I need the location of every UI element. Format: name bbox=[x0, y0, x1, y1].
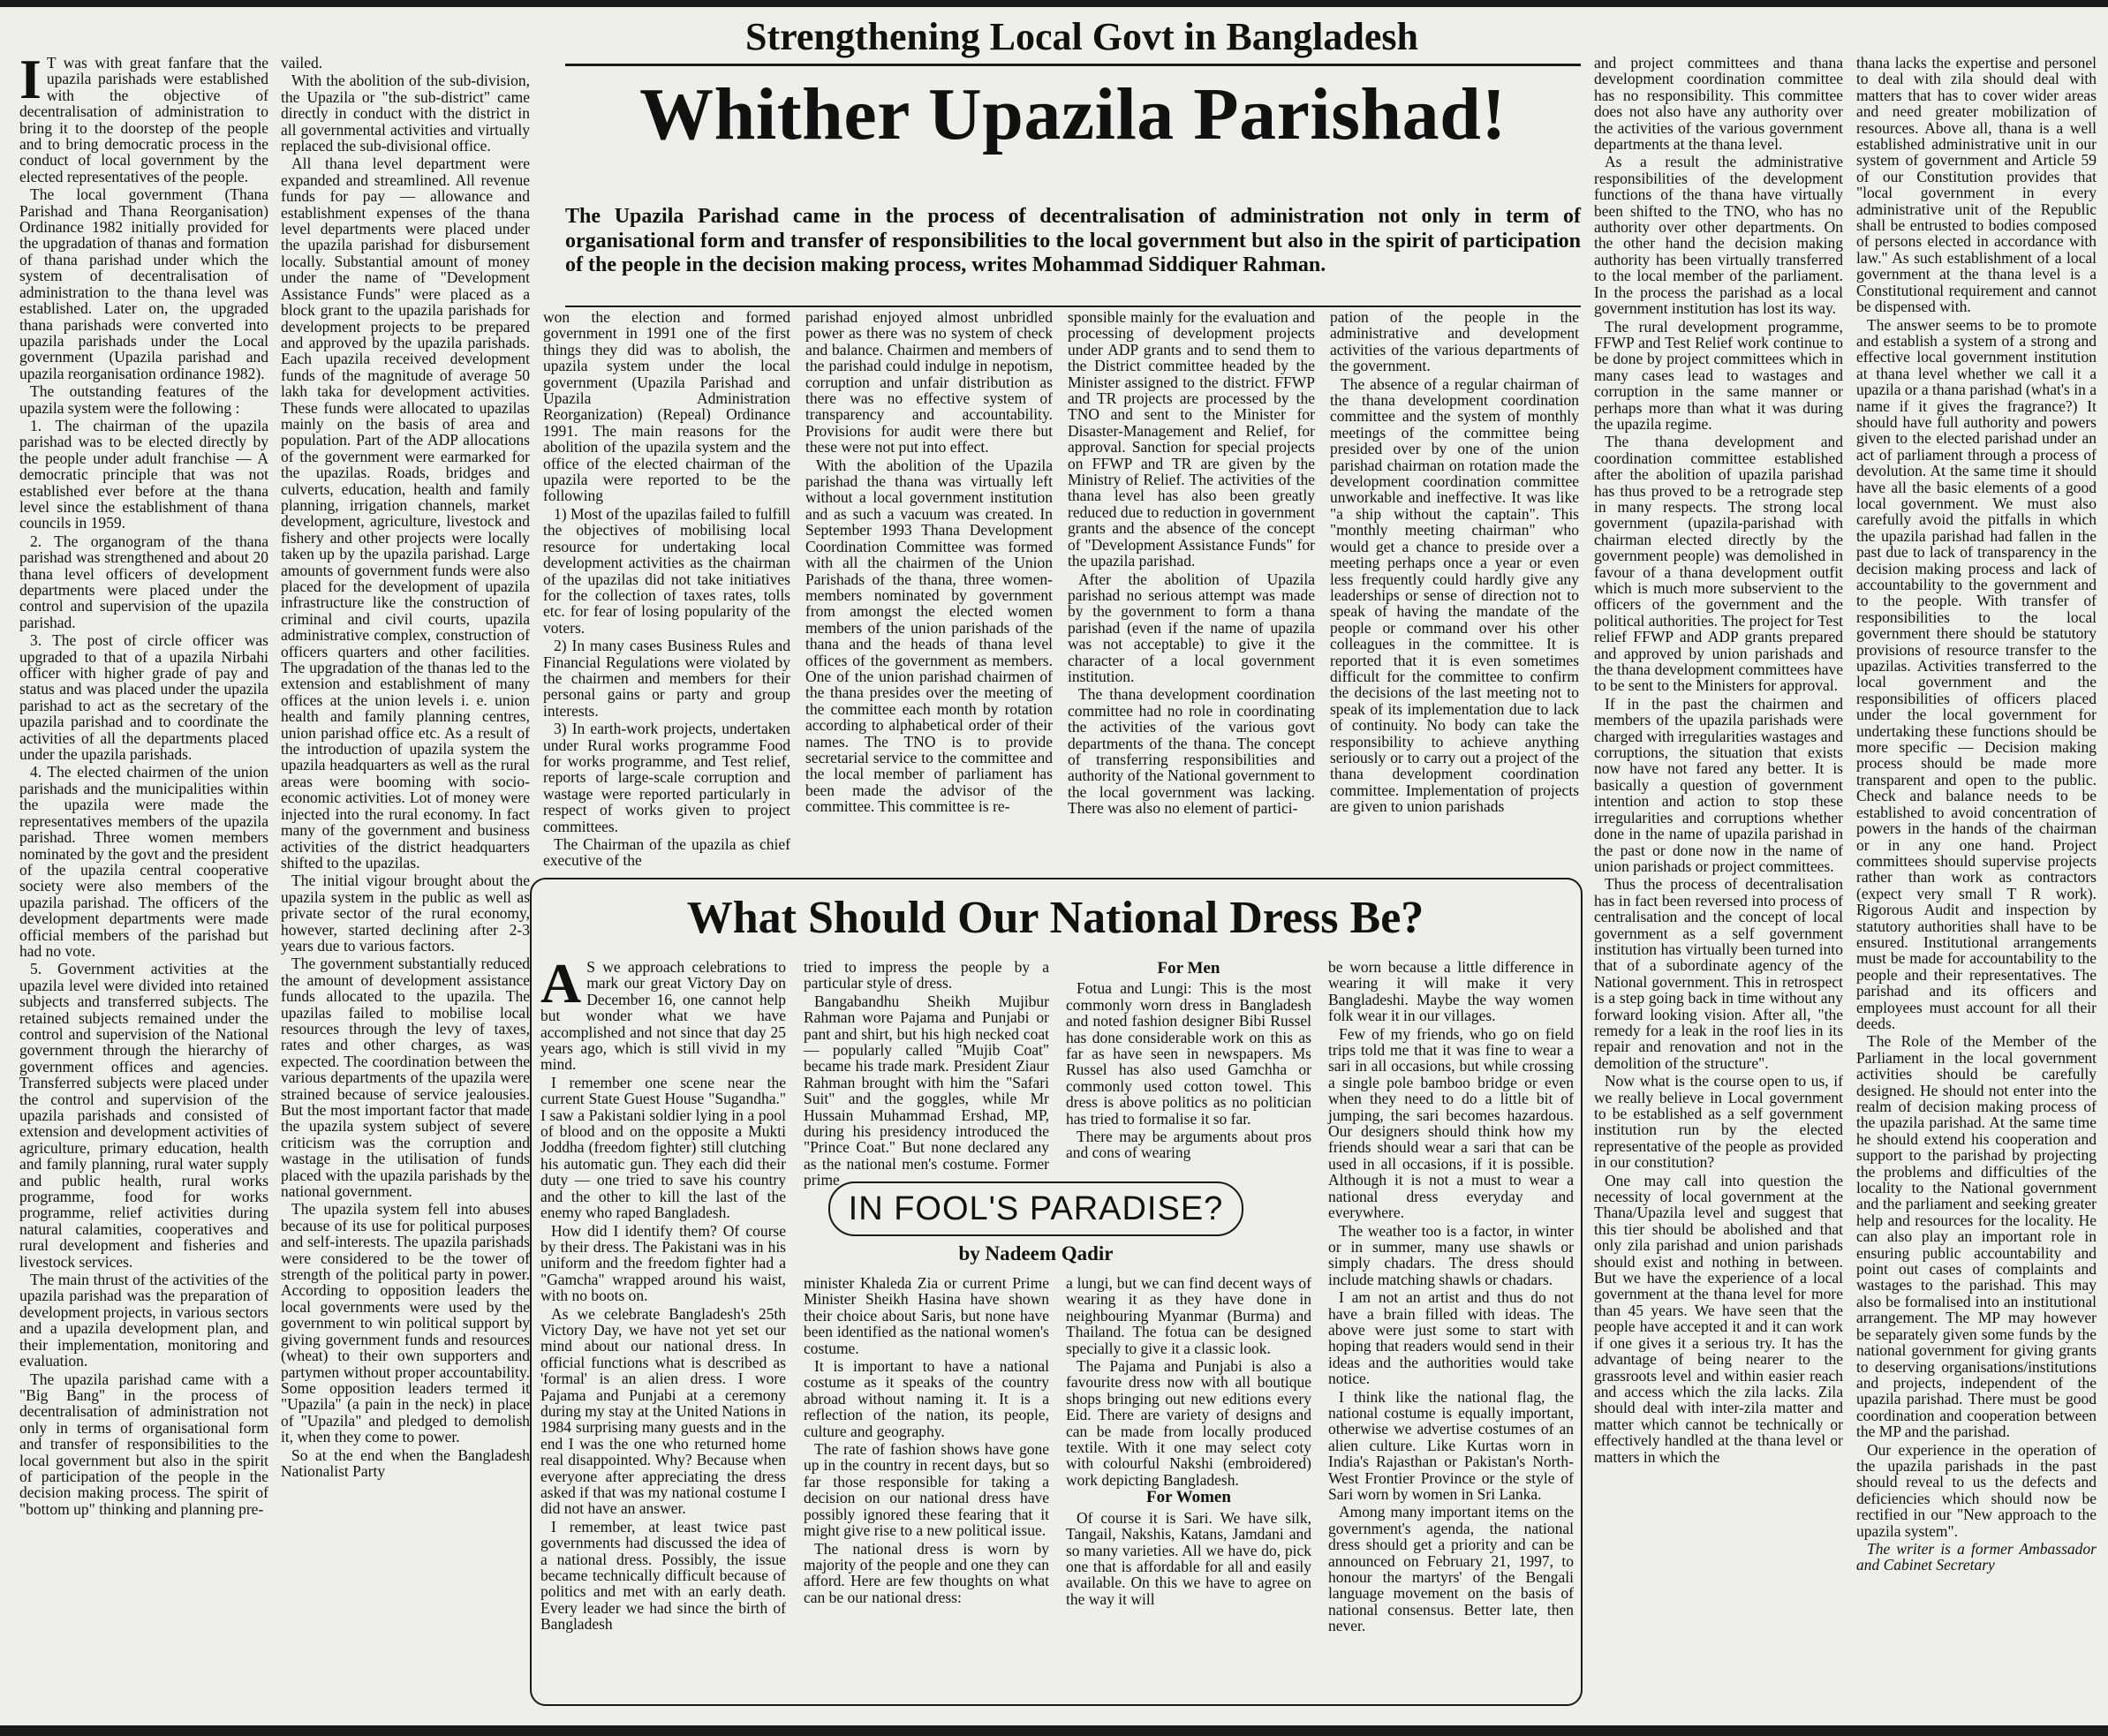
paragraph: 5. Government activities at the upazila level were divided into retained subjects and transferred subjects. The retained subjects remained under the control and supervision of the National government through the hierarchy of government offices and agencies. Transferred subjects were placed under the control and supervision of the upazila parishads and consisted of extension and development activities of agriculture, primary education, health and family planning, rural water supply and public health, rural works programme, food for works programme, relief activities during natural calamities, cooperatives and rural development and fisheries and livestock services. bbox=[19, 960, 268, 1271]
paragraph: With the abolition of the sub-division, the Upazila or "the sub-district" came directly in conduct with the district in all governmental activities and virtually replaced the sub-divisional office. bbox=[281, 72, 530, 155]
paragraph: Few of my friends, who go on field trips told me that it was fine to wear a sari in all occasions, but while crossing a single pole bamboo bridge or even when they need to do a little bit of jumping, the sari becomes hazardous. Our designers should think how my friends should wear a sari that can be used in all occasions, if it is possible. Although it is not a must to wear a national dress everyday and everywhere. bbox=[1328, 1024, 1574, 1222]
paragraph: The Pajama and Punjabi is also a favourite dress now with all boutique shops bringing out new editions every Eid. There are variety of designs and can be made from locally produced textile. With it one may select coty with colourful Nakshi (embroidered) work depicting Bangladesh. bbox=[1066, 1357, 1311, 1489]
paragraph: minister Khaleda Zia or current Prime Minister Sheikh Hasina have shown their choice about Saris, but none have been identified as the national women's costume. bbox=[804, 1274, 1049, 1357]
dress-column-2 bbox=[804, 958, 1049, 1189]
headline: Whither Upazila Parishad! bbox=[639, 73, 1507, 155]
paragraph: The thana development and coordination committee established after the abolition of upazila parishad has thus proved to be a retrograde step in many respects. The strong local government (upazila-parishad with chairman elected directly by the government people) was demolished in favour of a thana development outfit which is much more subservient to the officers of the government and the political authorities. The project for Test relief FFWP and ADP grants prepared and approved by union parishads and the thana development committees have to be sent to the Ministers for approval. bbox=[1594, 433, 1843, 695]
dress-column-3 bbox=[1066, 959, 1311, 1171]
paragraph: The upazila parishad came with a "Big Bang" in the process of decentralisation of administration not only in terms of organisational form and transfer of responsibilities to the local government but also in the spirit of participation of the people in the decision making process. The spirit of "bottom up" thinking and planning pre- bbox=[19, 1370, 268, 1518]
section-subhead: For Women bbox=[1146, 1488, 1231, 1507]
dress-column-3b bbox=[1066, 1275, 1311, 1697]
paragraph: T was with great fanfare that the upazila parishads were established with the objective of decentralisation of administration to bring it to the doorstep of the people and to bring democratic process in the conduct of local government by the elected representatives of the people. bbox=[19, 54, 268, 185]
upazila-column-4 bbox=[805, 309, 1053, 864]
kicker-rule bbox=[565, 64, 1581, 66]
paragraph: thana lacks the expertise and personel to deal with zila should deal with matters that has to cover wider areas and need greater mobilization of resources. Above all, thana is a well established administrative unit in our system of government and Article 59 of our Constitution provides that "local government in every administrative unit of the Republic shall be entrusted to bodies composed of persons elected in accordance with law." As such establishment of a local government at the thana level is a Constitutional requirement and cannot be dispensed with. bbox=[1856, 54, 2097, 316]
paragraph: The rural development programme, FFWP and Test Relief work continue to be done by project committees which in many cases lead to wastages and corruption in the same manner or perhaps more than what it was during the upazila regime. bbox=[1594, 317, 1843, 433]
paragraph: The outstanding features of the upazila system were the following : bbox=[19, 382, 268, 417]
paragraph: The weather too is a factor, in winter or in summer, many use shawls or simply chadars. The dress should include matching shawls or chadars. bbox=[1328, 1221, 1574, 1288]
paragraph: So at the end when the Bangladesh Nationalist Party bbox=[281, 1445, 530, 1480]
paragraph: I remember, at least twice past governments had discussed the idea of a national dress. Possibly, the issue became technically difficult because of politics and met with an early death. Every leader we had since the birth of Bangladesh bbox=[540, 1517, 786, 1634]
dress-column-1 bbox=[540, 952, 786, 1697]
paragraph: 1. The chairman of the upazila parishad was to be elected directly by the people under adult franchise — A democratic principle that was not established ever before at the thana level since the establishment of thana councils in 1959. bbox=[19, 416, 268, 532]
upazila-column-3 bbox=[543, 308, 790, 870]
paragraph: There may be arguments about pros and cons of wearing bbox=[1066, 1128, 1311, 1162]
deck-text: The Upazila Parishad came in the process of decentralisation of administration not only in term of organisational form and transfer of responsibilities to the local government but also in the spirit of participation of the people in the decision making process, writes bbox=[565, 205, 1581, 276]
upazila-column-8 bbox=[1856, 55, 2097, 1708]
paragraph: If in the past the chairmen and members of the upazila parishads were charged with irregularities wastages and corruptions, the situation that exists now have not fared any better. It is basically a question of government intention and action to stop these irregularities and corruptions whether done in the name of upazila parishad in the past or done now in the name of union parishads or project committees. bbox=[1594, 694, 1843, 875]
deck-rule bbox=[565, 306, 1581, 307]
paragraph: 1) Most of the upazilas failed to fulfill the objectives of mobilising local resource for undertaking local development activities as the chairman of the upazilas did not take initiatives for the collection of taxes rates, tolls etc. for fear of losing popularity of the voters. bbox=[543, 504, 790, 637]
paragraph: Thus the process of decentralisation has in fact been reversed into process of centralisation and the concept of local government as a self government institution has virtually been turned into that of a subordinate agency of the National government. This in retrospect is a step going back in time without any forward looking vision. After all, "the remedy for a leak in the roof lies in its repair and renovation and not in the demolition of the structure". bbox=[1594, 875, 1843, 1072]
bottom-band bbox=[0, 1725, 2108, 1736]
paragraph: I think like the national flag, the national costume is equally important, otherwise we advertise costumes of an alien culture. Like Kurtas worn in India's Rajasthan or Pakistan's North-West Frontier Province or the style of Sari worn by women in Sri Lanka. bbox=[1328, 1387, 1574, 1503]
upazila-column-2 bbox=[281, 55, 530, 1708]
paragraph: The government substantially reduced the amount of development assistance funds allocated to the upazila. The upazilas failed to mobilise local resources through the levy of taxes, rates and other charges, as was expected. The coordination between the various departments of the upazila were strained because of service jealousies. But the most important factor that made the upazila system subject of severe criticism was the corruption and wastage in the utilisation of funds placed with the upazila parishads by the national government. bbox=[281, 955, 530, 1201]
paragraph: 3. The post of circle officer was upgraded to that of a upazila Nirbahi officer with higher grade of pay and status and was placed under the upazila parishad to act as the secretary of the upazila parishad and to coordinate the activities of all the departments placed under the upazila parishads. bbox=[19, 631, 268, 764]
deck-author: Mohammad Siddiquer Rahman. bbox=[1031, 253, 1326, 276]
paragraph: Fotua and Lungi: This is the most commonly worn dress in Bangladesh and noted fashion designer Bibi Russel has done considerable work on this as far as have seen in newspapers. Ms Russel has also used Gamchha or commonly used cotton towel. This dress is above politics as no politician has tried to formalise it so far. bbox=[1066, 979, 1311, 1128]
paragraph: The national dress is worn by majority of the people and one they can afford. Here are few thoughts on what can be our national dress: bbox=[804, 1539, 1049, 1606]
paragraph: Bangabandhu Sheikh Mujibur Rahman wore Pajama and Punjabi or pant and shirt, but his high necked coat — popularly called "Mujib Coat" became his trade mark. President Ziaur Rahman brought with him the "Safari Suit" and the goggles, while Mr Hussain Muhammad Ershad, MP, during his presidency introduced the "Prince Coat." But none declared any as the national men's costume. Former prime bbox=[804, 992, 1049, 1189]
paragraph: tried to impress the people by a particular style of dress. bbox=[804, 958, 1049, 993]
paragraph: It is important to have a national costume as it speaks of the country abroad without naming it. It is a reflection of the nation, its people, culture and geography. bbox=[804, 1357, 1049, 1440]
paragraph: be worn because a little difference in wearing it will make it very Bangladeshi. Maybe the way women folk wear it in our villages. bbox=[1328, 958, 1574, 1025]
paragraph: As we celebrate Bangladesh's 25th Victory Day, we have not yet set our mind about our national dress. In official functions what is described as 'formal' is an alien dress. I wore Pajama and Punjabi at a ceremony during my stay at the United Nations in 1984 surprising many guests and in the end I was the one who returned home real disappointed. Why? Because when everyone after appreciating the dress asked if that was my national costume I did not have an answer. bbox=[540, 1304, 786, 1518]
paragraph: I remember one scene near the current State Guest House "Sugandha." I saw a Pakistani soldier lying in a pool of blood and on the opposite a Mukti Joddha (freedom fighter) still clutching his automatic gun. They each did their duty — one tried to save his country and the other to kill the last of the enemy who raped Bangladesh. bbox=[540, 1073, 786, 1222]
paragraph: vailed. bbox=[281, 54, 323, 72]
paragraph: The Role of the Member of the Parliament in the local government activities should be carefully designed. He should not enter into the realm of decision making process of the upazila parishad. At the same time he should extend his cooperation and support to the parishad by projecting the problems and difficulties of the locality to the National government and the parliament and seeking greater help and resources for the locality. He can also play an important role in ensuring public accountability and point out cases of complaints and wastages to the parishad. This may also be formalised into an institutional arrangement. The MP may however be separately given some funds by the national government for giving grants to deserving organisations/institutions and projects, independent of the upazila parishad. There must be good coordination and cooperation between the MP and the parishad. bbox=[1856, 1032, 2097, 1441]
paragraph: The Chairman of the upazila as chief executive of the bbox=[543, 835, 790, 870]
paragraph: The answer seems to be to promote and establish a system of a strong and effective local government institution at thana level whether we call it a upazila or a thana parishad (what's in a name if it gives the fragrance?) It should have full authority and powers given to the elected parishad under an act of parliament through a process of devolution. At the same time it should have all the basic elements of a good local government. We must also carefully avoid the pitfalls in which the upazila parishad had fallen in the past due to lack of transparency in the decision making process and lack of accountability to the government and to the people. With transfer of responsibilities to the local government there should be statutory provisions of resource transfer to the upazilas. Activities transferred to the local government and the responsibilities of officers placed under the local government for undertaking these functions should be more specific — Decision making process should be made more transparent and open to the public. Check and balance needs to be established to avoid concentration of powers in the hands of the chairman or in any one hand. Project committees should supervise projects rather than work as contractors (expect very small T R work). Rigorous Audit and inspection by statutory authorities shall have to be ensured. Institutional arrangements must be made for accountability to the people and their representatives. The parishad and its officers and employees must account for all their deeds. bbox=[1856, 315, 2097, 1032]
paragraph: All thana level department were expanded and streamlined. All revenue funds for pay — allowance and establishment expenses of the thana level departments were placed under the upazila parishad for disbursement locally. Substantial amount of money under the name of "Development Assistance Funds" were placed as a block grant to the upazila parishads for development projects to be prepared and approved by the upazila parishads. Each upazila received development funds of the magnitude of average 50 lakh taka for development activities. These funds were allocated to upazilas mainly on the basis of area and population. Part of the ADP allocations of the government were earmarked for the upazilas. Roads, bridges and culverts, education, health and family planning, irrigation channels, market development, agriculture, livestock and fishery and other projects were locally taken up by the upazila parishad. Large amounts of government funds were also placed for the development of upazila infrastructure like the construction of criminal and civil courts, upazila administrative complex, construction of officers quarters and other facilities. The upgradation of the thanas led to the extension and establishment of many offices at the union levels i. e. union health and family planning centres, union parishad office etc. As a result of the introduction of upazila system the upazila headquarters as well as the rural areas were booming with socio-economic activities. Lot of money were injected into the rural economy. In fact many of the government and business activities of the district headquarters shifted to the upazilas. bbox=[281, 155, 530, 872]
top-band bbox=[0, 0, 2108, 7]
national-dress-title: What Should Our National Dress Be? bbox=[686, 893, 1424, 943]
paragraph: One may call into question the necessity of local government at the Thana/Upazila level and suggest that this tier should be abolished and that only zila parishad and union parishads should exist and nothing in between. But we have the experience of a local government at the thana level for more than 45 years. We have seen that the people have accepted it and it can work if one gives it a serious try. It has the advantage of being nearer to the grassroots level and within easier reach and access which the zila lacks. Zila should deal with inter-zila matter and matter which cannot be technically or effectively handled at the thana level or matters in which the bbox=[1594, 1171, 1843, 1466]
paragraph: The rate of fashion shows have gone up in the country in recent days, but so far those responsible for taking a decision on our national dress have possibly ignored these fearing that it might give rise to a new political issue. bbox=[804, 1440, 1049, 1540]
paragraph: parishad enjoyed almost unbridled power as there was no system of check and balance. Chairmen and members of the parishad could indulge in nepotism, corruption and unfair distribution as there was no effective system of transparency and accountability. Provisions for audit were there but these were not put into effect. bbox=[805, 308, 1053, 457]
upazila-column-7 bbox=[1594, 55, 1843, 1708]
paragraph: The upazila system fell into abuses because of its use for political purposes and self-interests. The upazila parishads were considered to be the tower of strength of the political party in power. According to opposition leaders the local governments were used by the government to win political support by giving government funds and resources (wheat) to their own supporters and partymen without proper accountability. Some opposition leaders termed it "Upazila" (a pain in the neck) in place of "Upazila" and pledged to demolish it, when they come to power. bbox=[281, 1200, 530, 1446]
paragraph: The absence of a regular chairman of the thana development coordination committee and the system of monthly meetings of the committee being presided over by one of the union parishad chairman on rotation made the development coordination committee unworkable and ineffective. It was like "a ship without the captain". This "monthly meeting chairman" who would get a chance to preside over a meeting perhaps once a year or even less frequently could hardly give any leaderships or sense of direction not to speak of having the mandate of the people or command over his other colleagues in the committee. It is reported that it is even sometimes difficult for the committee to confirm the decisions of the last meeting not to speak of its implementation due to lack of continuity. No body can take the responsibility to achieve anything seriously or to carry out a project of the thana development coordination committee. Implementation of projects are given to union parishads bbox=[1330, 374, 1579, 816]
paragraph: Of course it is Sari. We have silk, Tangail, Nakshis, Katans, Jamdani and so many varieties. All we have do, pick one that is affordable for all and easily available. On this we have to agree on the way it will bbox=[1066, 1508, 1311, 1608]
kicker: Strengthening Local Govt in Bangladesh bbox=[745, 15, 1418, 58]
paragraph: a lungi, but we can find decent ways of wearing it as they have done in neighbouring Myanmar (Burma) and Thailand. The fotua can be designed specially to give it a classic look. bbox=[1066, 1274, 1311, 1357]
paragraph: won the election and formed government in 1991 one of the first things they did was to abolish, the upazila system under the local government (Upazila Parishad and Upazila Administration Reorganization) (Repeal) Ordinance 1991. The main reasons for the abolition of the upazila system and the office of the elected chairman of the upazila were reported to be the following bbox=[543, 308, 790, 505]
paragraph: 2. The organogram of the thana parishad was strengthened and about 20 thana level officers of development departments were placed under the control and supervision of the upazila parishad. bbox=[19, 532, 268, 631]
paragraph: 2) In many cases Business Rules and Financial Regulations were violated by the chairmen and members for their personal gains or party and group interests. bbox=[543, 637, 790, 720]
deck bbox=[565, 205, 1581, 304]
paragraph: and project committees and thana development coordination committee has no responsibility. This committee does not also have any authority over the activities of the various government departments at the thana level. bbox=[1594, 54, 1843, 154]
paragraph: S we approach celebrations to mark our great Victory Day on December 16, one cannot help but wonder what we have accomplished and not since that day 25 years ago, which is still vivid in my mind. bbox=[540, 958, 786, 1074]
paragraph: As a result the administrative responsibilities of the development functions of the thana have virtually been shifted to the TNO, who has no authority over other departments. On the other hand the decision making authority has been virtually transferred to the local member of the parliament. In the process the parishad as a local government institution has lost its way. bbox=[1594, 153, 1843, 318]
fools-paradise-title: IN FOOL'S PARADISE? bbox=[828, 1181, 1243, 1236]
paragraph: 4. The elected chairmen of the union parishads and the municipalities within the upazila were made the representatives members of the upazila parishad. Three women members nominated by the govt and the president of the upazila central cooperative society were also members of the upazila parishad. The officers of the development departments were made official members of the parishad but had no vote. bbox=[19, 763, 268, 960]
paragraph: I am not an artist and thus do not have a brain filled with ideas. The above were just some to start with hoping that readers would send in their ideas and the authorities would take notice. bbox=[1328, 1288, 1574, 1388]
paragraph: Our experience in the operation of the upazila parishads in the past should reveal to us the defects and deficiencies which should now be rectified in our "New approach to the upazila system". bbox=[1856, 1440, 2097, 1540]
drop-cap: A bbox=[540, 952, 582, 1015]
paragraph: 3) In earth-work projects, undertaken under Rural works programme Food for works programme, and Test relief, reports of large-scale corruption and wastage were reported particularly in respect of works given to project committees. bbox=[543, 720, 790, 835]
paragraph: Now what is the course open to us, if we really believe in Local government to be established as a self government institution run by the elected representative of the people as provided in our constitution? bbox=[1594, 1072, 1843, 1172]
dress-column-4 bbox=[1328, 959, 1574, 1697]
byline: by Nadeem Qadir bbox=[958, 1242, 1114, 1264]
paragraph: sponsible mainly for the evaluation and processing of development projects under ADP grants and to send them to the District committee headed by the Minister assigned to the district. FFWP and TR projects are processed by the TNO and sent to the Minister for Disaster-Management and Relief, for approval. Sanction for special projects on FFWP and TR are given by the Ministry of Relief. The activities of the thana level has also been greatly reduced due to reduction in government grants and the absence of the concept of "Development Assistance Funds" for the upazila parishad. bbox=[1068, 308, 1315, 570]
paragraph: The main thrust of the activities of the upazila parishad was the preparation of development projects, in various sectors and a upazila development plan, and their implementation, monitoring and evaluation. bbox=[19, 1271, 268, 1370]
paragraph: With the abolition of the Upazila parishad the thana was virtually left without a local government institution and as such a vacuum was created. In September 1993 Thana Development Coordination Committee was formed with all the chairmen of the Union Parishads of the thana, three women-members nominated by government from amongst the elected women members of the union parishads of the thana and the heads of thana level offices of the government as members. One of the union parishad chairmen of the thana presides over the meeting of the committee each month by rotation according to alphabetical order of their names. The TNO is to provide secretarial service to the committee and the local member of parliament has been made the advisor of the committee. This committee is re- bbox=[805, 456, 1053, 816]
upazila-column-6 bbox=[1330, 309, 1579, 864]
dress-column-2b bbox=[804, 1275, 1049, 1697]
paragraph: The local government (Thana Parishad and Thana Reorganisation) Ordinance 1982 initially provided for the upgradation of thanas and formation of thana parishad under which the system of decentralisation of administration to the thana level was established. Later on, the upgraded thana parishads were converted into upazila parishads under the Local government (Upazila parishad and upazila reorganisation ordinance 1982). bbox=[19, 185, 268, 382]
paragraph: How did I identify them? Of course by their dress. The Pakistani was in his uniform and the freedom fighter had a "Gamcha" wrapped around his waist, with no boots on. bbox=[540, 1221, 786, 1305]
paragraph: The thana development coordination committee had no role in coordinating the activities of the various govt departments of the thana. The concept of transferring responsibilities and authority of the National government to the local government was lacking. There was also no element of partici- bbox=[1068, 685, 1315, 818]
upazila-column-5 bbox=[1068, 309, 1315, 864]
drop-cap: I bbox=[19, 48, 42, 110]
section-subhead: For Men bbox=[1157, 959, 1220, 977]
paragraph: The initial vigour brought about the upazila system in the public as well as private sector of the rural economy, however, started declining after 2-3 years due to various factors. bbox=[281, 872, 530, 955]
paragraph: After the abolition of Upazila parishad no serious attempt was made by the government to form a thana parishad (even if the name of upazila was not acceptable) to give it the character of a local government institution. bbox=[1068, 570, 1315, 685]
upazila-column-1 bbox=[19, 48, 268, 1708]
paragraph: Among many important items on the government's agenda, the national dress should get a priority and can be announced on February 21, 1997, to honour the martyrs' of the Bengali language movement on the basis of national consensus. Better late, then never. bbox=[1328, 1503, 1574, 1635]
paragraph: pation of the people in the administrative and development activities of the various departments of the government. bbox=[1330, 308, 1579, 375]
paragraph: The writer is a former Ambassador and Cabinet Secretary bbox=[1856, 1539, 2097, 1574]
